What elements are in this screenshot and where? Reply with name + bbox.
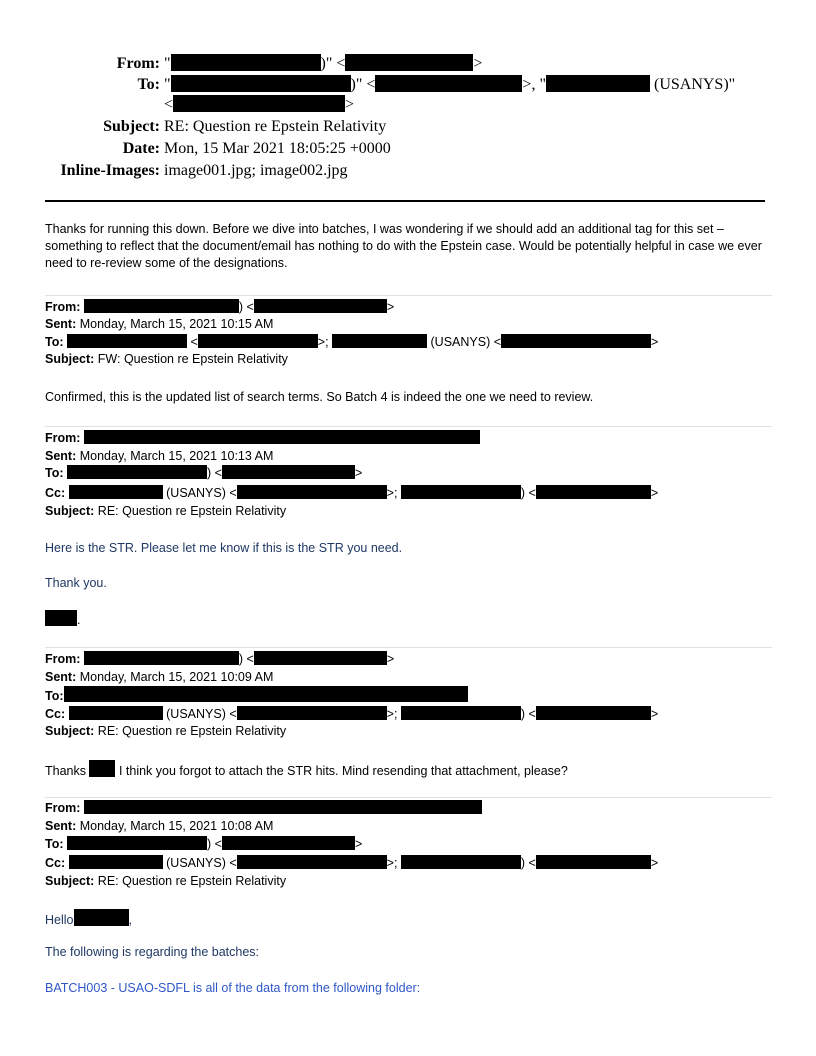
- header-inline-label: Inline-Images:: [60, 162, 160, 179]
- msg4-to-row: To: ) < >: [45, 837, 363, 851]
- header-date-label: Date:: [122, 140, 160, 157]
- msg1-subject-row: Subject: FW: Question re Epstein Relativity: [45, 352, 288, 366]
- reply-body: Thanks for running this down. Before we dive into batches, I was wondering if we should add an additional tag for this set – something to reflect that the document/email has nothing to do with the Epstein case. Would be potentially helpful in case we ever need to re-review some of the designations.: [45, 222, 762, 270]
- redaction: [69, 485, 163, 499]
- msg3-body-row: Thanks I think you forgot to attach the STR hits. Mind resending that attachment, please?: [45, 760, 568, 780]
- msg1-sent-row: Sent: Monday, March 15, 2021 10:15 AM: [45, 317, 274, 331]
- redaction: [64, 686, 468, 702]
- redaction: [254, 651, 387, 665]
- redaction: [67, 334, 187, 348]
- message-separator: [45, 426, 772, 427]
- redaction: [173, 95, 345, 112]
- msg1-sent: Monday, March 15, 2021 10:15 AM: [79, 317, 274, 331]
- msg3-to-row: To:: [45, 686, 468, 705]
- msg3-cc-row: Cc: (USANYS) < >; ) < >: [45, 707, 659, 721]
- header-date-value: Mon, 15 Mar 2021 18:05:25 +0000: [164, 140, 391, 157]
- redaction: [198, 334, 318, 348]
- redaction: [69, 855, 163, 869]
- redaction: [84, 651, 239, 665]
- redaction: [84, 299, 239, 313]
- redaction: [67, 836, 207, 850]
- redaction: [237, 706, 387, 720]
- message-separator: [45, 797, 772, 798]
- header-divider: [45, 200, 765, 202]
- msg2-to-row: To: ) < >: [45, 466, 363, 480]
- redaction: [171, 75, 351, 92]
- msg1-from-row: From: ) < >: [45, 300, 395, 314]
- redaction: [84, 800, 482, 814]
- msg4-line2: BATCH003 - USAO-SDFL is all of the data from the following folder:: [45, 981, 421, 995]
- redaction: [237, 855, 387, 869]
- redaction: [84, 430, 480, 444]
- redaction: [69, 706, 163, 720]
- msg4-line1: The following is regarding the batches:: [45, 945, 260, 959]
- redaction: [536, 706, 651, 720]
- msg2-subject: RE: Question re Epstein Relativity: [97, 504, 287, 518]
- msg3-subject: RE: Question re Epstein Relativity: [97, 724, 287, 738]
- msg3-subject-row: Subject: RE: Question re Epstein Relativity: [45, 724, 287, 738]
- redaction: [89, 760, 115, 777]
- msg2-from-row: From:: [45, 430, 480, 447]
- header-from-label: From:: [116, 55, 160, 72]
- msg2-signature: .: [45, 610, 80, 629]
- msg1-body: Confirmed, this is the updated list of search terms. So Batch 4 is indeed the one we need to review.: [45, 390, 594, 404]
- message-separator: [45, 647, 772, 648]
- redaction: [401, 855, 521, 869]
- redaction: [375, 75, 522, 92]
- header-subject-label: Subject:: [103, 118, 160, 135]
- header-subject-value: RE: Question re Epstein Relativity: [164, 118, 387, 135]
- redaction: [237, 485, 387, 499]
- redaction: [401, 485, 521, 499]
- redaction: [254, 299, 387, 313]
- msg2-line2: Thank you.: [45, 576, 107, 590]
- redaction: [222, 465, 355, 479]
- msg2-subject-row: Subject: RE: Question re Epstein Relativity: [45, 504, 287, 518]
- redaction: [536, 855, 651, 869]
- msg4-subject: RE: Question re Epstein Relativity: [97, 874, 287, 888]
- redaction: [45, 610, 77, 626]
- redaction: [546, 75, 650, 92]
- msg2-cc-row: Cc: (USANYS) < >; ) < >: [45, 486, 659, 500]
- header-to-label: To:: [137, 76, 160, 93]
- header-to-org: (USANYS)": [653, 76, 736, 93]
- msg2-sent: Monday, March 15, 2021 10:13 AM: [79, 449, 274, 463]
- msg4-greeting: Hello ,: [45, 909, 132, 929]
- msg3-body: I think you forgot to attach the STR hits. Mind resending that attachment, please?: [115, 764, 568, 778]
- msg4-subject-row: Subject: RE: Question re Epstein Relativity: [45, 874, 287, 888]
- msg4-sent-row: Sent: Monday, March 15, 2021 10:08 AM: [45, 819, 274, 833]
- redaction: [67, 465, 207, 479]
- redaction: [401, 706, 521, 720]
- msg1-to-row: To: < >; (USANYS) < >: [45, 335, 659, 349]
- msg4-from-row: From:: [45, 800, 482, 817]
- redaction: [74, 909, 129, 926]
- msg1-subject: FW: Question re Epstein Relativity: [97, 352, 288, 366]
- msg3-from-row: From: ) < >: [45, 652, 395, 666]
- redaction: [171, 54, 321, 71]
- msg3-sent: Monday, March 15, 2021 10:09 AM: [79, 670, 274, 684]
- msg4-sent: Monday, March 15, 2021 10:08 AM: [79, 819, 274, 833]
- msg4-cc-row: Cc: (USANYS) < >; ) < >: [45, 856, 659, 870]
- redaction: [332, 334, 427, 348]
- message-separator: [45, 295, 772, 296]
- redaction: [222, 836, 355, 850]
- redaction: [345, 54, 473, 71]
- msg3-sent-row: Sent: Monday, March 15, 2021 10:09 AM: [45, 670, 274, 684]
- redaction: [536, 485, 651, 499]
- msg2-line1: Here is the STR. Please let me know if this is the STR you need.: [45, 541, 403, 555]
- redaction: [501, 334, 651, 348]
- msg2-sent-row: Sent: Monday, March 15, 2021 10:13 AM: [45, 449, 274, 463]
- header-inline-value: image001.jpg; image002.jpg: [164, 162, 348, 179]
